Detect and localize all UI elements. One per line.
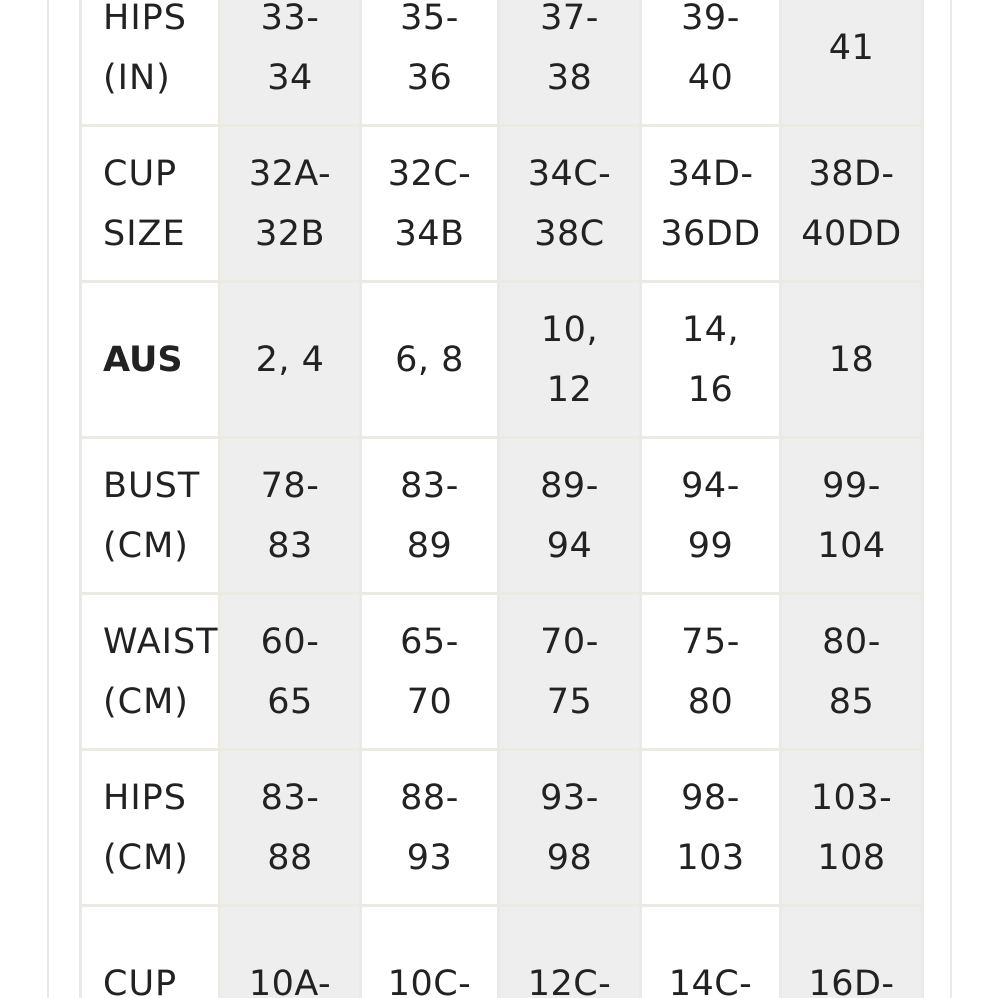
size-value-cell bbox=[220, 906, 361, 998]
size-value-cell bbox=[641, 282, 781, 438]
size-value-cell bbox=[499, 0, 641, 126]
size-value: 34C- 38C bbox=[527, 153, 612, 254]
size-value: 94- 99 bbox=[681, 465, 740, 566]
table-row bbox=[81, 0, 923, 126]
size-value-cell bbox=[499, 126, 641, 282]
size-value: 16D- bbox=[808, 963, 895, 998]
size-chart-body bbox=[81, 0, 923, 998]
row-label-cell bbox=[81, 750, 220, 906]
row-label-cell bbox=[81, 126, 220, 282]
size-value: 103- 108 bbox=[810, 777, 893, 878]
size-value: 14, 16 bbox=[681, 309, 740, 410]
size-value-cell bbox=[781, 0, 923, 126]
size-value-cell bbox=[361, 282, 499, 438]
size-value: 60- 65 bbox=[260, 621, 320, 722]
size-value: 83- 88 bbox=[260, 777, 320, 878]
row-label-cell bbox=[81, 594, 220, 750]
size-value-cell bbox=[641, 750, 781, 906]
row-label-cell bbox=[81, 438, 220, 594]
size-value-cell bbox=[361, 126, 499, 282]
row-label: CUP SIZE bbox=[103, 153, 186, 254]
size-value-cell bbox=[361, 750, 499, 906]
size-value-cell bbox=[641, 594, 781, 750]
table-row bbox=[81, 594, 923, 750]
size-value-cell bbox=[220, 126, 361, 282]
size-value: 78- 83 bbox=[260, 465, 320, 566]
frame-left-border bbox=[47, 0, 49, 998]
size-value: 33- 34 bbox=[260, 0, 320, 98]
size-value: 99- 104 bbox=[817, 465, 886, 566]
size-value-cell bbox=[499, 282, 641, 438]
row-label-cell bbox=[81, 906, 220, 998]
row-label-cell bbox=[81, 282, 220, 438]
table-row bbox=[81, 750, 923, 906]
size-value-cell bbox=[220, 594, 361, 750]
size-value-cell bbox=[781, 594, 923, 750]
size-value: 70- 75 bbox=[540, 621, 599, 722]
size-value-cell bbox=[641, 438, 781, 594]
size-chart-table bbox=[79, 0, 924, 998]
size-value-cell bbox=[499, 750, 641, 906]
size-value-cell bbox=[220, 750, 361, 906]
row-label: AUS bbox=[103, 339, 183, 380]
table-row bbox=[81, 906, 923, 998]
size-value-cell bbox=[499, 594, 641, 750]
row-label: BUST (CM) bbox=[103, 465, 201, 566]
size-value: 80- 85 bbox=[822, 621, 881, 722]
size-value: 14C- bbox=[668, 963, 753, 998]
row-label: HIPS (CM) bbox=[103, 777, 189, 878]
size-value-cell bbox=[499, 438, 641, 594]
size-value-cell bbox=[361, 0, 499, 126]
size-value: 35- 36 bbox=[400, 0, 459, 98]
size-value-cell bbox=[781, 438, 923, 594]
size-value: 88- 93 bbox=[400, 777, 459, 878]
size-value-cell bbox=[499, 906, 641, 998]
size-value: 10C- bbox=[387, 963, 472, 998]
size-value-cell bbox=[641, 0, 781, 126]
size-value: 10, 12 bbox=[540, 309, 599, 410]
size-value: 37- 38 bbox=[540, 0, 599, 98]
size-value: 39- 40 bbox=[681, 0, 740, 98]
size-value-cell bbox=[641, 126, 781, 282]
size-value-cell bbox=[641, 906, 781, 998]
size-value-cell bbox=[781, 126, 923, 282]
size-value-cell bbox=[220, 438, 361, 594]
row-label: WAIST (CM) bbox=[103, 621, 219, 722]
size-value-cell bbox=[220, 0, 361, 126]
table-row bbox=[81, 438, 923, 594]
size-value: 65- 70 bbox=[400, 621, 459, 722]
table-row bbox=[81, 126, 923, 282]
row-label-cell bbox=[81, 0, 220, 126]
size-value: 38D- 40DD bbox=[801, 153, 902, 254]
row-label: HIPS (IN) bbox=[103, 0, 187, 98]
size-value-cell bbox=[781, 906, 923, 998]
size-value: 32C- 34B bbox=[387, 153, 472, 254]
size-value-cell bbox=[361, 438, 499, 594]
size-value: 34D- 36DD bbox=[660, 153, 761, 254]
size-value: 75- 80 bbox=[681, 621, 740, 722]
size-value: 83- 89 bbox=[400, 465, 459, 566]
row-label: CUP bbox=[103, 963, 178, 998]
size-value-cell bbox=[361, 594, 499, 750]
size-value: 89- 94 bbox=[540, 465, 599, 566]
size-value: 93- 98 bbox=[540, 777, 599, 878]
size-value: 6, 8 bbox=[395, 339, 464, 380]
size-value: 32A- 32B bbox=[248, 153, 332, 254]
size-value: 10A- bbox=[248, 963, 332, 998]
size-value: 2, 4 bbox=[255, 339, 325, 380]
frame-right-border bbox=[950, 0, 952, 998]
table-row bbox=[81, 282, 923, 438]
size-value: 98- 103 bbox=[676, 777, 745, 878]
size-value: 18 bbox=[828, 339, 875, 380]
size-value-cell bbox=[361, 906, 499, 998]
size-value: 12C- bbox=[527, 963, 612, 998]
size-value-cell bbox=[781, 282, 923, 438]
size-value-cell bbox=[220, 282, 361, 438]
size-value: 41 bbox=[828, 27, 875, 68]
size-value-cell bbox=[781, 750, 923, 906]
